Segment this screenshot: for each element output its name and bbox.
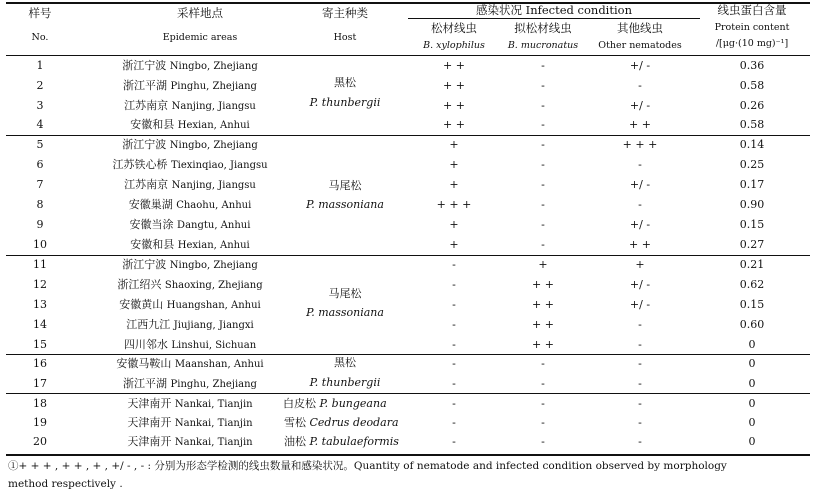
cell-bm: - <box>541 357 545 370</box>
cell-bm: - <box>541 397 545 410</box>
cell-area <box>90 138 290 153</box>
cell-protein: 0.58 <box>739 79 765 92</box>
host-zh: 油松 <box>284 435 306 448</box>
cell-bm: - <box>541 416 545 429</box>
area-zh: 江西九江 <box>126 318 171 331</box>
cell-no: 11 <box>33 258 47 271</box>
host-cell-zh: 黑松 <box>334 356 356 369</box>
header-area-zh: 采样地点 <box>177 6 223 20</box>
cell-bm: + + <box>532 278 554 291</box>
group-separator-2 <box>6 255 810 256</box>
area-zh: 江苏南京 <box>124 178 169 191</box>
cell-no: 18 <box>33 397 47 410</box>
cell-other: - <box>638 79 642 92</box>
cell-other: + + <box>629 118 651 131</box>
area-zh: 四川邻水 <box>123 338 168 351</box>
cell-bm: - <box>541 377 545 390</box>
cell-other: +/ - <box>629 218 651 231</box>
area-en: Shaoxing, Zhejiang <box>164 280 263 291</box>
host-cell-zh: 马尾松 <box>328 287 362 300</box>
header-host-en: Host <box>333 32 357 43</box>
cell-no: 20 <box>33 435 47 448</box>
host-species: P. bungeana <box>319 397 387 410</box>
cell-other: - <box>638 357 642 370</box>
host-zh: 雪松 <box>284 416 306 429</box>
area-en: Chaohu, Anhui <box>176 200 252 211</box>
header-bm-species: B. mucronatus <box>507 40 579 51</box>
cell-other: +/ - <box>629 178 651 191</box>
cell-bx: - <box>452 258 456 271</box>
cell-other: +/ - <box>629 278 651 291</box>
cell-bm: - <box>541 218 545 231</box>
header-other-en: Other nematodes <box>598 40 682 51</box>
cell-other: - <box>638 198 642 211</box>
area-zh: 浙江宁波 <box>122 258 167 271</box>
area-zh: 安徽和县 <box>130 118 175 131</box>
cell-area <box>90 79 290 94</box>
cell-bx: + <box>449 138 459 151</box>
cell-no: 2 <box>36 79 44 92</box>
cell-bx: - <box>452 338 456 351</box>
cell-area <box>90 278 290 293</box>
cell-protein: 0 <box>748 397 756 410</box>
cell-bx: - <box>452 357 456 370</box>
cell-bx: + + <box>443 79 465 92</box>
area-zh: 天津南开 <box>127 416 172 429</box>
cell-other: +/ - <box>629 59 651 72</box>
cell-other: + <box>635 258 645 271</box>
cell-protein: 0.15 <box>739 218 765 231</box>
area-zh: 安徽黄山 <box>119 298 164 311</box>
area-zh: 浙江宁波 <box>122 59 167 72</box>
cell-bx: - <box>452 435 456 448</box>
area-en: Maanshan, Anhui <box>174 359 264 370</box>
cell-no: 8 <box>36 198 44 211</box>
cell-area <box>90 198 290 213</box>
cell-no: 10 <box>33 238 47 251</box>
area-en: Pinghu, Zhejiang <box>170 81 257 92</box>
table-bottom-rule <box>6 454 810 456</box>
cell-area <box>90 435 290 450</box>
cell-bm: - <box>541 138 545 151</box>
header-area-en: Epidemic areas <box>162 32 238 43</box>
cell-other: +/ - <box>629 99 651 112</box>
cell-area <box>90 338 290 353</box>
area-zh: 安徽当涂 <box>129 218 174 231</box>
cell-other: - <box>638 318 642 331</box>
cell-other: - <box>638 435 642 448</box>
area-en: Linshui, Sichuan <box>171 340 257 351</box>
area-zh: 安徽马鞍山 <box>116 357 172 370</box>
header-no-en: No. <box>31 32 49 43</box>
cell-protein: 0.25 <box>739 158 765 171</box>
cell-protein: 0.36 <box>739 59 765 72</box>
area-zh: 天津南开 <box>127 397 172 410</box>
group-separator-3 <box>6 354 810 355</box>
cell-bx: + <box>449 238 459 251</box>
cell-bx: + <box>449 158 459 171</box>
area-zh: 江苏铁心桥 <box>112 158 168 171</box>
cell-bm: - <box>541 238 545 251</box>
cell-no: 7 <box>36 178 44 191</box>
cell-bm: - <box>541 435 545 448</box>
header-protein-unit: /[μg·(10 mg)⁻¹] <box>715 38 789 49</box>
host-cell-zh: 马尾松 <box>328 179 362 192</box>
cell-no: 19 <box>33 416 47 429</box>
cell-area <box>90 416 290 431</box>
cell-bm: - <box>541 178 545 191</box>
cell-protein: 0 <box>748 357 756 370</box>
footnote-line-2: method respectively . <box>8 478 123 490</box>
header-protein-en: Protein content <box>714 22 790 33</box>
area-zh: 浙江宁波 <box>122 138 167 151</box>
area-en: Ningbo, Zhejiang <box>169 260 258 271</box>
cell-area <box>90 158 290 173</box>
cell-area <box>90 318 290 333</box>
cell-protein: 0 <box>748 435 756 448</box>
host-cell-zh: 黑松 <box>334 76 356 89</box>
cell-protein: 0.26 <box>739 99 765 112</box>
area-en: Nanjing, Jiangsu <box>171 101 256 112</box>
cell-no: 1 <box>36 59 44 72</box>
cell-bx: - <box>452 377 456 390</box>
cell-bm: + + <box>532 338 554 351</box>
group-separator-4 <box>6 393 810 394</box>
cell-area <box>90 377 290 392</box>
cell-other: - <box>638 397 642 410</box>
cell-protein: 0.60 <box>739 318 765 331</box>
header-bx-zh: 松材线虫 <box>431 21 477 35</box>
area-zh: 浙江平湖 <box>123 79 168 92</box>
cell-protein: 0.62 <box>739 278 765 291</box>
area-en: Pinghu, Zhejiang <box>170 379 257 390</box>
cell-other: + + <box>629 238 651 251</box>
area-zh: 天津南开 <box>127 435 172 448</box>
area-zh: 安徽巢湖 <box>128 198 173 211</box>
cell-no: 13 <box>33 298 47 311</box>
cell-bm: - <box>541 99 545 112</box>
cell-bx: - <box>452 318 456 331</box>
area-en: Dangtu, Anhui <box>177 220 251 231</box>
area-en: Jiujiang, Jiangxi <box>173 320 254 331</box>
cell-other: + + + <box>622 138 658 151</box>
cell-protein: 0 <box>748 377 756 390</box>
cell-other: - <box>638 338 642 351</box>
cell-area <box>90 99 290 114</box>
infected-group-rule <box>408 18 700 19</box>
host-cell-species: P. massoniana <box>306 306 384 319</box>
cell-protein: 0 <box>748 338 756 351</box>
area-en: Hexian, Anhui <box>177 120 250 131</box>
area-en: Ningbo, Zhejiang <box>169 140 258 151</box>
cell-protein: 0.14 <box>739 138 765 151</box>
group-separator-1 <box>6 135 810 136</box>
cell-area <box>90 397 290 412</box>
cell-protein: 0.27 <box>739 238 765 251</box>
cell-area <box>90 59 290 74</box>
header-infected: 感染状况 Infected condition <box>476 3 632 17</box>
cell-no: 5 <box>36 138 44 151</box>
cell-no: 16 <box>33 357 47 370</box>
cell-bx: + + + <box>436 198 472 211</box>
cell-other: - <box>638 416 642 429</box>
cell-bm: + + <box>532 298 554 311</box>
cell-area <box>90 178 290 193</box>
cell-protein: 0.21 <box>739 258 765 271</box>
cell-protein: 0.17 <box>739 178 765 191</box>
host-zh: 白皮松 <box>283 397 316 410</box>
cell-bx: - <box>452 278 456 291</box>
area-en: Nankai, Tianjin <box>174 399 253 410</box>
cell-area <box>90 357 290 372</box>
cell-bm: - <box>541 118 545 131</box>
cell-other: - <box>638 377 642 390</box>
cell-bx: - <box>452 416 456 429</box>
header-bottom-rule <box>6 55 810 56</box>
cell-bx: + <box>449 218 459 231</box>
cell-bm: - <box>541 198 545 211</box>
host-species: Cedrus deodara <box>309 416 399 429</box>
cell-no: 3 <box>36 99 44 112</box>
cell-other: - <box>638 158 642 171</box>
cell-bm: + + <box>532 318 554 331</box>
host-cell-single <box>284 416 399 430</box>
area-en: Nanjing, Jiangsu <box>171 180 256 191</box>
cell-bm: - <box>541 59 545 72</box>
header-host-zh: 寄主种类 <box>322 6 368 20</box>
cell-bm: - <box>541 79 545 92</box>
header-bm-zh: 拟松材线虫 <box>514 21 572 35</box>
header-no-zh: 样号 <box>28 6 52 20</box>
cell-protein: 0 <box>748 416 756 429</box>
cell-no: 4 <box>36 118 44 131</box>
cell-no: 6 <box>36 158 44 171</box>
footnote-line-1: ①+ + + , + + , + , +/ - , - : 分别为形态学检测的线虫数量和感染状况。Quantity of nematode and infected condition observed by morphology <box>8 460 727 472</box>
cell-area <box>90 238 290 253</box>
cell-area <box>90 118 290 133</box>
cell-other: +/ - <box>629 298 651 311</box>
host-cell-species: P. massoniana <box>306 198 384 211</box>
area-en: Huangshan, Anhui <box>166 300 261 311</box>
cell-no: 15 <box>33 338 47 351</box>
cell-area <box>90 258 290 273</box>
host-cell-single <box>284 435 399 449</box>
host-cell-species: P. thunbergii <box>309 376 381 389</box>
area-zh: 浙江平湖 <box>123 377 168 390</box>
area-zh: 浙江绍兴 <box>117 278 162 291</box>
cell-bm: - <box>541 158 545 171</box>
cell-bx: + + <box>443 59 465 72</box>
cell-bx: + + <box>443 118 465 131</box>
cell-no: 9 <box>36 218 44 231</box>
cell-bx: + + <box>443 99 465 112</box>
area-zh: 安徽和县 <box>130 238 175 251</box>
host-cell-species: P. thunbergii <box>309 96 381 109</box>
cell-protein: 0.90 <box>739 198 765 211</box>
area-en: Nankai, Tianjin <box>174 437 253 448</box>
host-cell-single <box>283 397 387 411</box>
area-en: Ningbo, Zhejiang <box>169 61 258 72</box>
cell-area <box>90 218 290 233</box>
cell-bm: + <box>538 258 548 271</box>
cell-no: 12 <box>33 278 47 291</box>
header-bx-species: B. xylophilus <box>423 40 485 51</box>
cell-bx: + <box>449 178 459 191</box>
area-en: Nankai, Tianjin <box>174 418 253 429</box>
cell-no: 17 <box>33 377 47 390</box>
cell-no: 14 <box>33 318 47 331</box>
cell-area <box>90 298 290 313</box>
header-protein-zh: 线虫蛋白含量 <box>717 3 787 17</box>
header-other-zh: 其他线虫 <box>617 21 663 35</box>
cell-protein: 0.15 <box>739 298 765 311</box>
area-en: Hexian, Anhui <box>177 240 250 251</box>
area-zh: 江苏南京 <box>124 99 169 112</box>
cell-protein: 0.58 <box>739 118 765 131</box>
cell-bx: - <box>452 298 456 311</box>
host-species: P. tabulaeformis <box>309 435 399 448</box>
cell-bx: - <box>452 397 456 410</box>
area-en: Tiexinqiao, Jiangsu <box>170 160 268 171</box>
